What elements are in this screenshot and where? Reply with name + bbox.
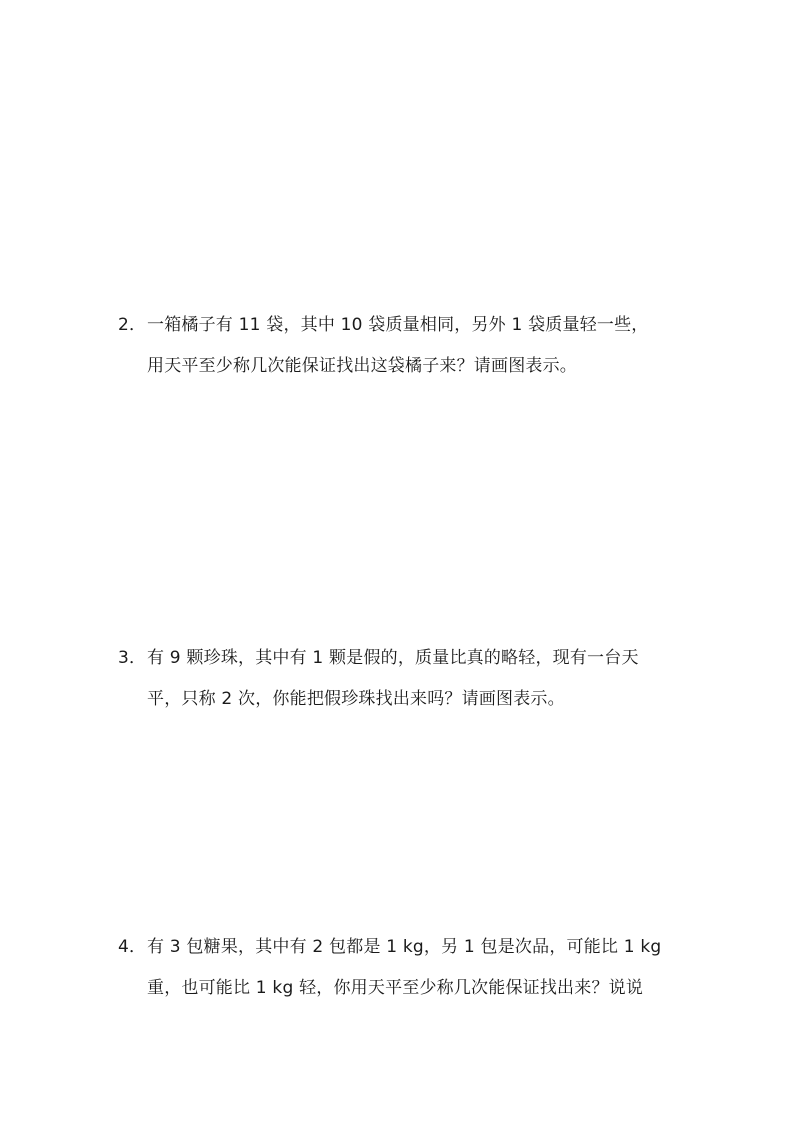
- question-4-line-2: 重，也可能比 1 kg 轻，你用天平至少称几次能保证找出来？说说: [147, 978, 644, 998]
- question-2-text-1: 一箱橘子有 11 袋，其中 10 袋质量相同，另外 1 袋质量轻一些，: [147, 315, 649, 335]
- question-2: [118, 305, 698, 387]
- question-3-line-1: [118, 638, 698, 679]
- question-3-number: 3．: [118, 648, 147, 668]
- question-4-text-1: 有 3 包糖果，其中有 2 包都是 1 kg，另 1 包是次品，可能比 1 kg: [147, 937, 662, 957]
- question-2-line-2: 用天平至少称几次能保证找出这袋橘子来？请画图表示。: [147, 356, 577, 376]
- question-2-number: 2．: [118, 315, 147, 335]
- question-4-number: 4．: [118, 937, 147, 957]
- question-4-line-1: [118, 927, 698, 968]
- question-4: [118, 927, 698, 1009]
- question-3-text-1: 有 9 颗珍珠，其中有 1 颗是假的，质量比真的略轻，现有一台天: [147, 648, 639, 668]
- question-3: [118, 638, 698, 720]
- question-3-line-2: 平，只称 2 次，你能把假珍珠找出来吗？请画图表示。: [147, 689, 565, 709]
- question-2-line-1: [118, 305, 698, 346]
